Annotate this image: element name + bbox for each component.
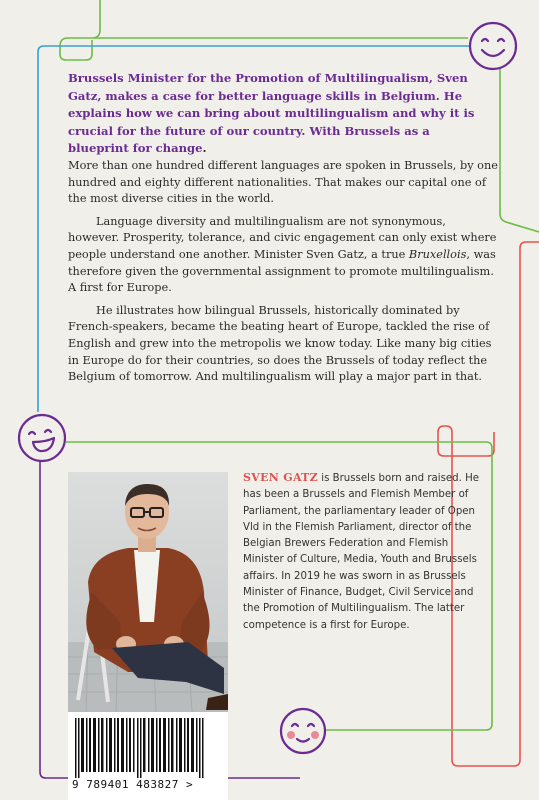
green-line-top <box>60 0 468 60</box>
bruxellois-term: Bruxellois <box>408 247 467 261</box>
intro-end: . <box>202 141 207 155</box>
body-paragraph-2-start: Language diversity and multilingualism are not synonymous, however. Prosperity, tolerance, and civic engagement can only exist where people understand one another. Minister Sven Gatz, a true <box>68 214 497 261</box>
author-bio <box>243 470 489 634</box>
author-photo <box>68 472 228 712</box>
author-name: SVEN GATZ <box>243 471 318 484</box>
isbn-number: 9 789401 483827 > <box>72 778 194 791</box>
smiley-icon <box>467 20 519 72</box>
author-bio-text: is Brussels born and raised. He has been a Brussels and Flemish Member of Parliament, the parliamentary leader of Open Vld in the Flemish Parliament, director of the Belgian Brewers Federation and Flemish Minister of Culture, Media, Youth and Brussels affairs. In 2019 he was sworn in as Brussels Minister of Finance, Budget, Civil Service and the Promotion of Multilingualism. The latter competence is a first for Europe. <box>243 473 480 631</box>
body-paragraph-1: More than one hundred different languages are spoken in Brussels, by one hundred and eighty different nationalities. That makes our capital one of the most diverse cities in the world. <box>68 159 498 206</box>
blushing-smiley-icon <box>278 706 328 756</box>
laughing-smiley-icon <box>16 412 68 464</box>
body-paragraph-2-end: , was therefore given the governmental assignment to promote multilingualism. A first for Europe. <box>68 247 496 295</box>
barcode <box>68 712 228 800</box>
body-paragraph-3: He illustrates how bilingual Brussels, historically dominated by French-speakers, became the beating heart of Europe, tackled the rise of English and grew into the metropolis we know today. Like many big cities in Europe do for their countries, so does the Brussels of today reflect the Belgium of tomorrow. And multilingualism will play a major part in that. <box>68 303 492 384</box>
body-text <box>68 158 498 392</box>
green-line-right <box>500 62 539 232</box>
intro-text: Brussels Minister for the Promotion of Multilingualism, Sven Gatz, makes a case for better language skills in Belgium. He explains how we can bring about multilingualism and why it is crucial for the future of our country. With Brussels as a blueprint for change <box>68 71 475 155</box>
body-paragraph-2 <box>68 214 498 297</box>
intro-paragraph <box>68 70 483 158</box>
barcode-bars <box>75 718 205 778</box>
